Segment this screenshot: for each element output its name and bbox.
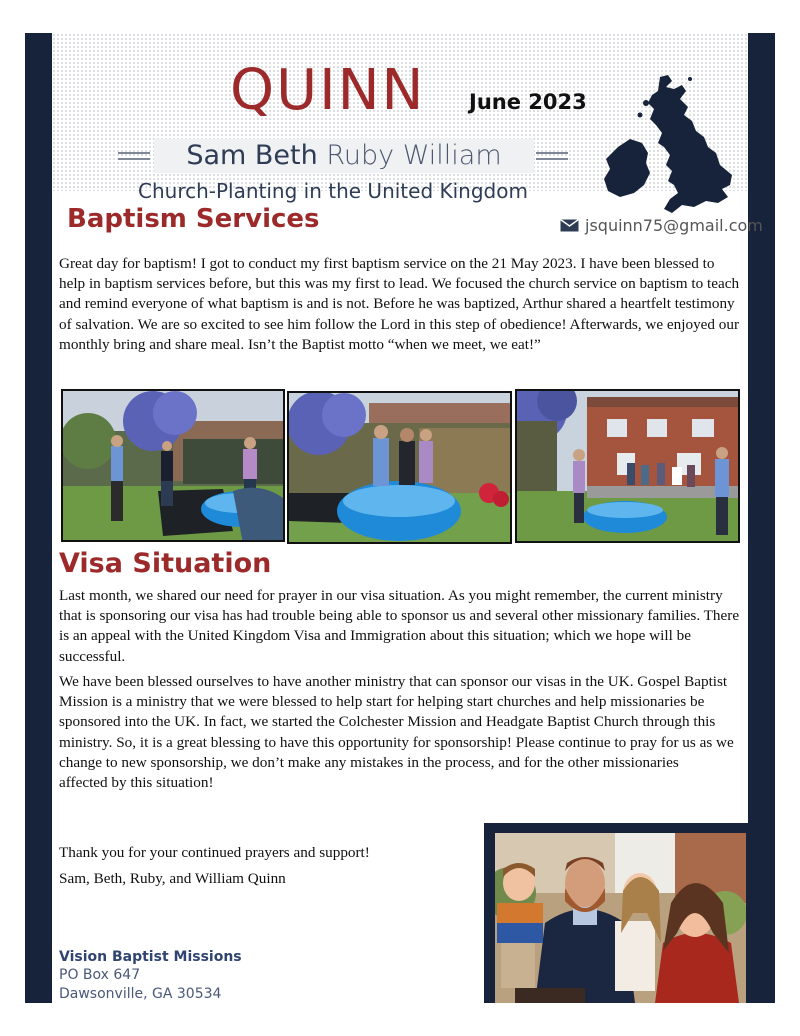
visa-paragraph-2-end: affected by this situation! bbox=[59, 774, 214, 792]
envelope-icon bbox=[560, 219, 579, 232]
newsletter-date: June 2023 bbox=[469, 90, 587, 114]
ministry-subtitle: Church-Planting in the United Kingdom bbox=[138, 179, 528, 203]
names-primary: Sam Beth bbox=[186, 140, 318, 171]
mission-address-line-1: PO Box 647 bbox=[59, 967, 141, 983]
right-border-bar bbox=[748, 33, 775, 1003]
family-names bbox=[154, 139, 534, 173]
email-address[interactable]: jsquinn75@gmail.com bbox=[585, 216, 763, 235]
visa-heading: Visa Situation bbox=[59, 548, 272, 579]
uk-map-icon bbox=[598, 73, 738, 221]
baptism-photo-garden bbox=[61, 389, 285, 542]
baptism-photo-pool bbox=[287, 391, 512, 544]
left-border-bar bbox=[25, 33, 52, 1003]
baptism-photo-house bbox=[515, 389, 740, 543]
mission-address-line-2: Dawsonville, GA 30534 bbox=[59, 986, 222, 1002]
decorative-line-right bbox=[536, 152, 568, 160]
decorative-line-left bbox=[118, 152, 150, 160]
newsletter-header bbox=[52, 33, 748, 203]
baptism-paragraph: Great day for baptism! I got to conduct my first baptism service on the 21 May 2023. I have been blessed to help in baptism services before, but this was my first to lead. We focused the church service on baptism to teach and remind everyone of what baptism is and is not. Before he was baptized, Arthur shared a heartfelt testimony of salvation. We are so excited to see him follow the Lord in this step of obedience! Afterwards, we enjoyed our monthly bring and share meal. Isn’t the Baptist motto “when we meet, we eat!” bbox=[59, 255, 740, 353]
visa-paragraph-1: Last month, we shared our need for prayer in our visa situation. As you might remember, the current ministry that is sponsoring our visa has had trouble being able to sponsor us and several other missionary families. There is an appeal with the United Kingdom Visa and Immigration about this situation; which we hope will be successful. bbox=[59, 587, 740, 665]
contact-email[interactable] bbox=[560, 216, 763, 235]
mission-organization: Vision Baptist Missions bbox=[59, 949, 242, 965]
visa-paragraph-2-main: We have been blessed ourselves to have another ministry that can sponsor our visas in the UK. Gospel Baptist Mission is a ministry that we were blessed to help start for helping start churches and help missionaries be sponsored into the UK. In fact, we started the Colchester Mission and Headgate Baptist Church through this ministry. So, it is a great blessing to have this opportunity for sponsorship! Please continue to pray for us as we change to new sponsorship, we don’t make any mistakes in the process, and for the other missionaries bbox=[59, 673, 734, 771]
family-photo bbox=[495, 833, 746, 1003]
visa-paragraph-2 bbox=[59, 672, 743, 793]
names-secondary: Ruby William bbox=[326, 140, 502, 171]
family-title: QUINN bbox=[230, 58, 426, 123]
closing-thanks: Thank you for your continued prayers and support! bbox=[59, 844, 370, 861]
closing-signature: Sam, Beth, Ruby, and William Quinn bbox=[59, 870, 286, 887]
baptism-heading: Baptism Services bbox=[67, 204, 320, 234]
